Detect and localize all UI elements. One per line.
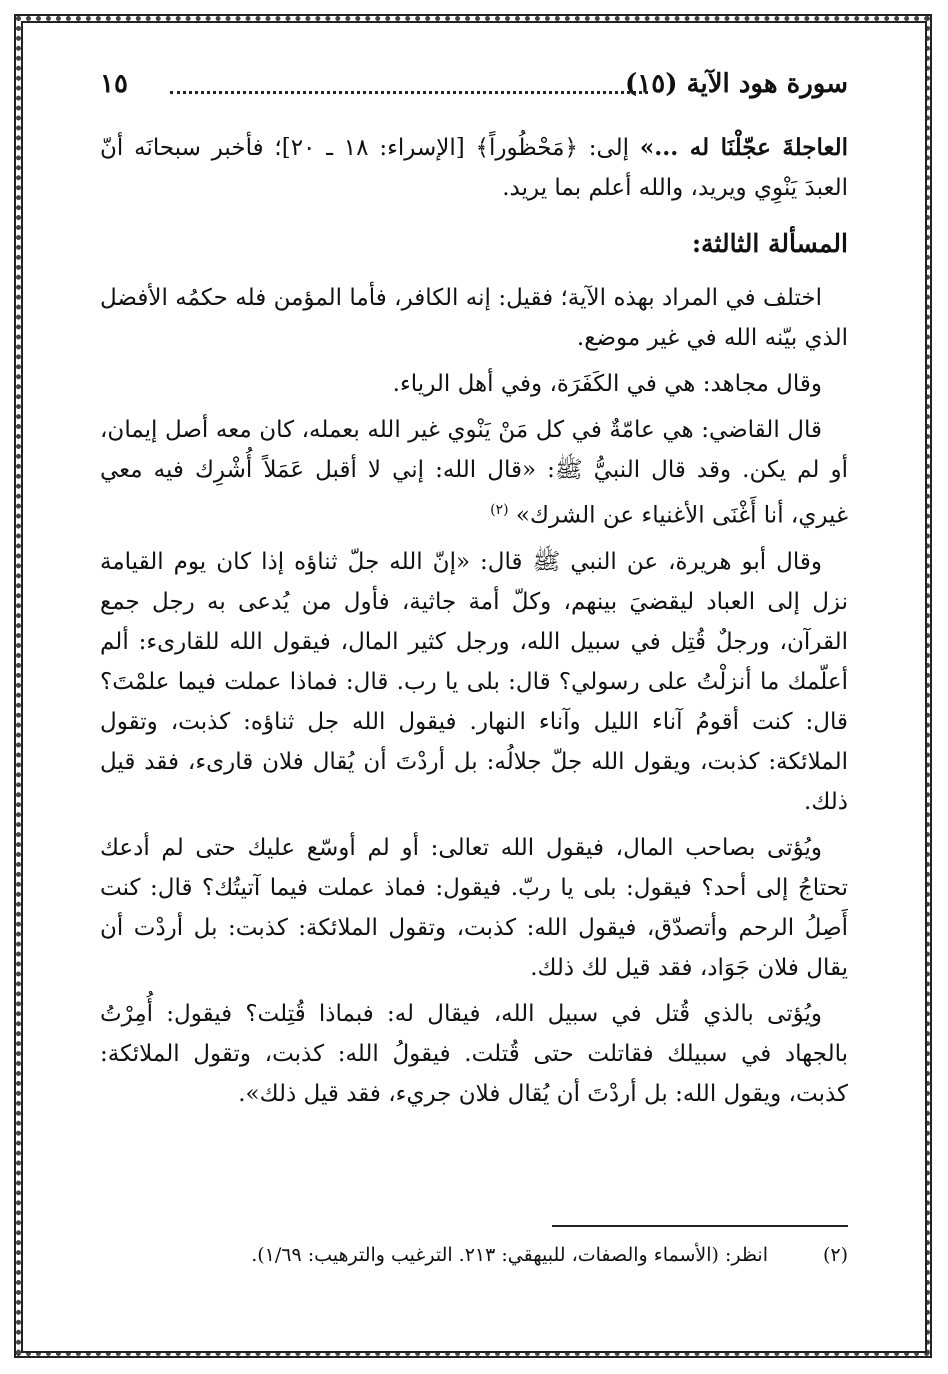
footnote [100,1240,848,1270]
paragraph-1-text: إلى: ﴿مَحْظُوراً﴾ [الإسراء: ١٨ ـ ٢٠]؛ فأخبر سبحانَه أنّ العبدَ يَنْوِي ويريد، والله أعلم بما يريد. [100,135,848,201]
footnote-text: انظر: (الأسماء والصفات، للبيهقي: ٢١٣. الترغيب والترهيب: ١/٦٩). [251,1244,768,1266]
paragraph-6: ويُؤتى بصاحب المال، فيقول الله تعالى: أو لم أوسّع عليك حتى لم أدعك تحتاجُ إلى أحد؟ فيقول: بلى يا ربّ. فيقول: فماذ عملت فيما آتيتُك؟ قال: كنت أَصِلُ الرحم وأتصدّق، فيقول الله: كذبت، وتقول الملائكة: كذبت: بل أردْت أن يقال فلان جَوَاد، فقد قيل لك ذلك. [100,834,848,981]
paragraph-7: ويُؤتى بالذي قُتل في سبيل الله، فيقال له: فبماذا قُتِلت؟ فيقول: أُمِرْتُ بالجهاد في سبيلك فقاتلت حتى قُتلت. فيقولُ الله: كذبت، وتقول الملائكة: كذبت، ويقول الله: بل أردْتَ أن يُقال فلان جريء، فقد قيل ذلك». [100,1000,848,1107]
footnote-number: (٢) [822,1244,848,1266]
section-heading: المسألة الثالثة: [691,229,848,258]
header-title: سورة هود الآية (١٥) [624,69,848,99]
paragraph-4 [100,410,848,536]
paragraph-5: وقال أبو هريرة، عن النبي ﷺ قال: «إنّ الله جلّ ثناؤه إذا كان يوم القيامة نزل إلى العباد ليقضيَ بينهم، وكلّ أمة جاثية، فأول من يُدعى به رجل جمع القرآن، ورجلٌ قُتِل في سبيل الله، ورجل كثير المال، فيقول الله للقارىء: ألم أعلّمك ما أنزلْتُ على رسولي؟ قال: بلى يا رب. قال: فماذا عملت فيما علمْتَ؟ قال: كنت أقومُ آناء الليل وآناء النهار. فيقول الله جل ثناؤه: كذبت، وتقول الملائكة: كذبت، ويقول الله جلّ جلالُه: بل أردْتَ أن يُقال فلان قارىء، فقد قيل ذلك. [100,548,848,815]
page-content [100,60,848,1120]
header-dot-leader [170,91,648,94]
paragraph-4-text: قال القاضي: هي عامّةٌ في كل مَنْ يَنْوي غير الله بعمله، كان معه أصل إيمان، أو لم يكن. وقد قال النبيُّ ﷺ: «قال الله: إني لا أقبل عَمَلاً أُشْرِك فيه معي غيري، أنا أَغْنَى الأغنياء عن الشرك» [100,417,848,529]
paragraph-1 [100,128,848,208]
paragraph-1-bold: العاجلةَ عجّلْنَا له ...» [639,134,848,161]
footnote-marker: (٢) [490,502,509,518]
footnote-separator [552,1225,848,1227]
paragraph-3: وقال مجاهد: هي في الكَفَرَة، وفي أهل الرياء. [392,371,822,397]
running-header [100,60,848,108]
paragraph-2: اختلف في المراد بهذه الآية؛ فقيل: إنه الكافر، فأما المؤمن فله حكمُه الأفضل الذي بيّنه الله في غير موضع. [100,285,848,351]
page-number: ١٥ [100,69,128,99]
